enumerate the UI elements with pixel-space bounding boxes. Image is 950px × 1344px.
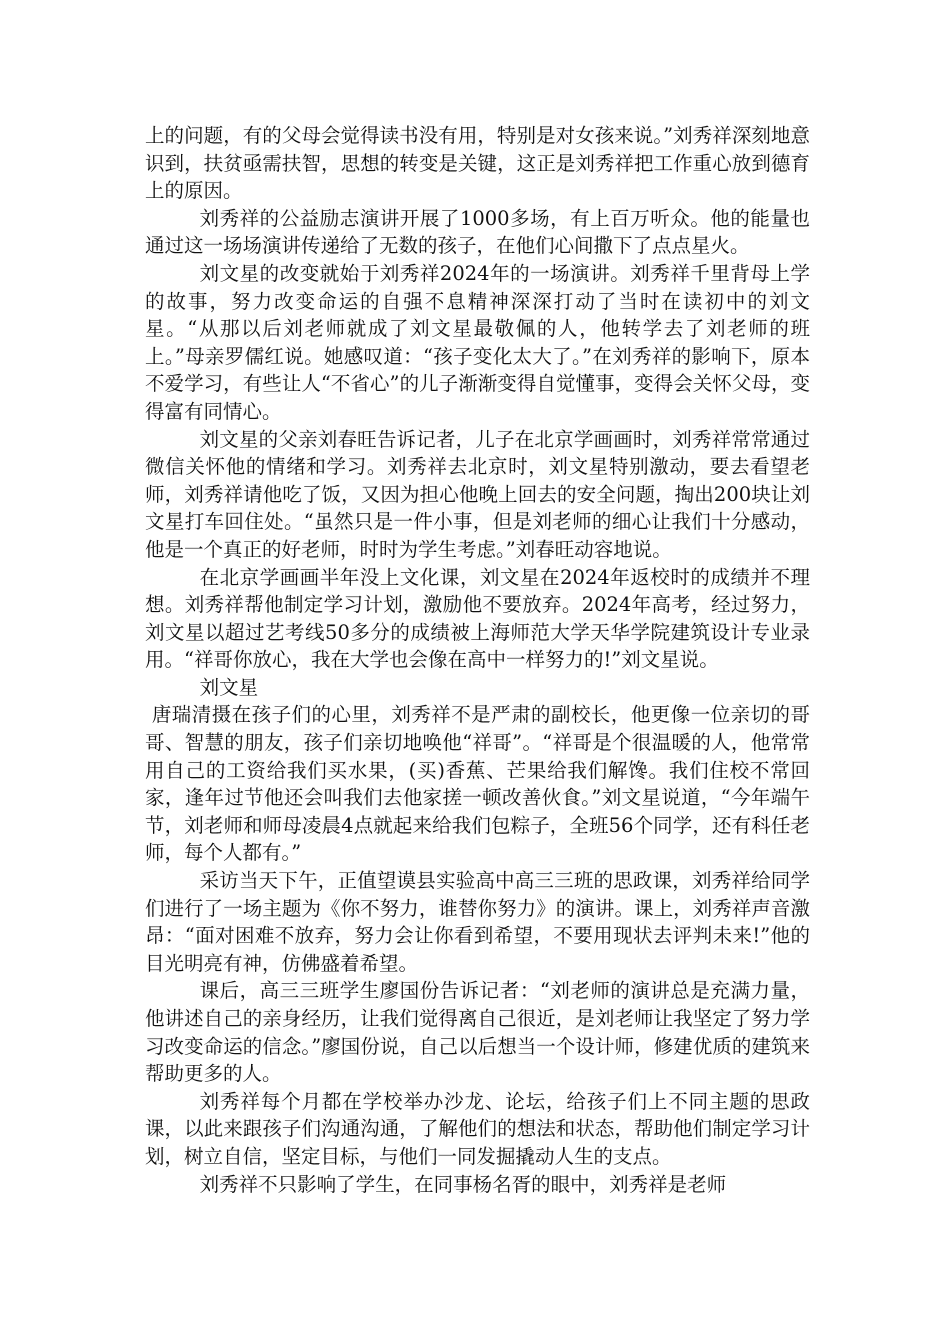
paragraph-study-plan: 在北京学画画半年没上文化课，刘文星在2024年返校时的成绩并不理想。刘秀祥帮他制定学习计划，激励他不要放弃。2024年高考，经过努力，刘文星以超过艺考线50多分的成绩被上海师范大学天华学院建筑设计专业录用。“祥哥你放心，我在大学也会像在高中一样努力的!”刘文星说。: [145, 565, 810, 672]
paragraph-monthly-salon: 刘秀祥每个月都在学校举办沙龙、论坛，给孩子们上不同主题的思政课，以此来跟孩子们沟通沟通，了解他们的想法和状态，帮助他们制定学习计划，树立自信，坚定目标，与他们一同发掘撬动人生的支点。: [145, 1089, 810, 1168]
paragraph-continuation: 上的问题，有的父母会觉得读书没有用，特别是对女孩来说。”刘秀祥深刻地意识到，扶贫亟需扶智，思想的转变是关键，这正是刘秀祥把工作重心放到德育上的原因。: [145, 124, 810, 203]
paragraph-liu-wenxing-change: 刘文星的改变就始于刘秀祥2024年的一场演讲。刘秀祥千里背母上学的故事，努力改变命运的自强不息精神深深打动了当时在读初中的刘文星。“从那以后刘老师就成了刘文星最敬佩的人，他转学去了刘老师的班上。”母亲罗儒红说。她感叹道：“孩子变化太大了。”在刘秀祥的影响下，原本不爱学习，有些让人“不省心”的儿子渐渐变得自觉懂事，变得会关怀父母，变得富有同情心。: [145, 261, 810, 423]
paragraph-xiang-ge: 唐瑞清摄在孩子们的心里，刘秀祥不是严肃的副校长，他更像一位亲切的哥哥、智慧的朋友，孩子们亲切地唤他“祥哥”。“祥哥是个很温暖的人，他常常用自己的工资给我们买水果，(买)香蕉、芒果给我们解馋。我们住校不常回家，逢年过节他还会叫我们去他家搓一顿改善伙食。”刘文星说道，“今年端午节，刘老师和师母凌晨4点就起来给我们包粽子，全班56个同学，还有科任老师，每个人都有。”: [145, 703, 810, 865]
document-page: [145, 122, 810, 1198]
paragraph-colleague: 刘秀祥不只影响了学生，在同事杨名胥的眼中，刘秀祥是老师: [199, 1172, 727, 1196]
photo-caption: 刘文星: [199, 675, 259, 699]
paragraph-after-class: 课后，高三三班学生廖国份告诉记者：“刘老师的演讲总是充满力量，他讲述自己的亲身经历，让我们觉得离自己很近，是刘老师让我坚定了努力学习改变命运的信念。”廖国份说，自己以后想当一个设计师，修建优质的建筑来帮助更多的人。: [145, 979, 810, 1086]
paragraph-interview-day: 采访当天下午，正值望谟县实验高中高三三班的思政课，刘秀祥给同学们进行了一场主题为《你不努力，谁替你努力》的演讲。课上，刘秀祥声音激昂：“面对困难不放弃，努力会让你看到希望，不要用现状去评判未来!”他的目光明亮有神，仿佛盛着希望。: [145, 869, 810, 975]
paragraph-father-account: 刘文星的父亲刘春旺告诉记者，儿子在北京学画画时，刘秀祥常常通过微信关怀他的情绪和学习。刘秀祥去北京时，刘文星特别激动，要去看望老师，刘秀祥请他吃了饭，又因为担心他晚上回去的安全问题，掏出200块让刘文星打车回住处。“虽然只是一件小事，但是刘老师的细心让我们十分感动，他是一个真正的好老师，时时为学生考虑。”刘春旺动容地说。: [145, 427, 810, 561]
paragraph-speeches: 刘秀祥的公益励志演讲开展了1000多场，有上百万听众。他的能量也通过这一场场演讲传递给了无数的孩子，在他们心间撒下了点点星火。: [145, 206, 810, 258]
